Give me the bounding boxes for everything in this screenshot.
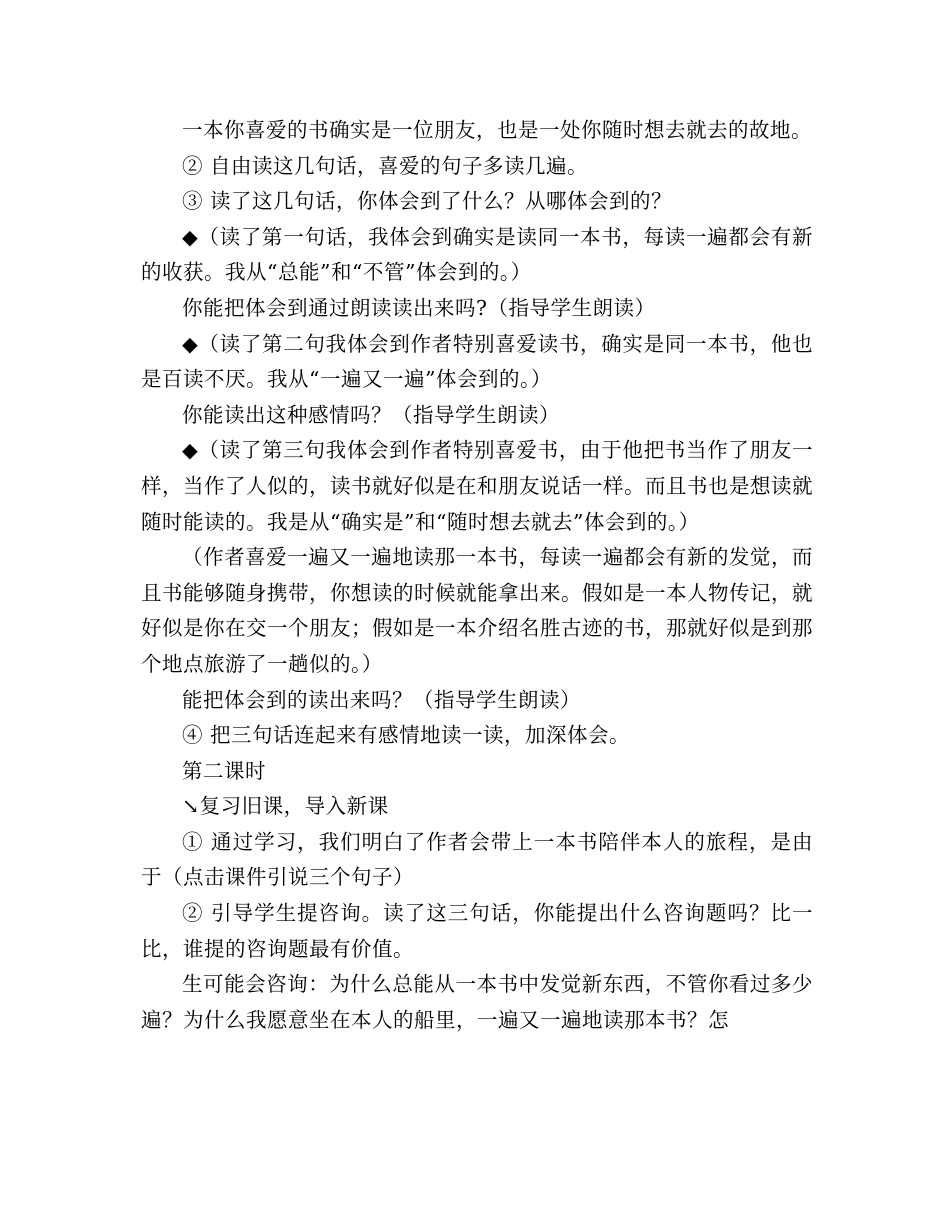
paragraph-read-aloud-1: 你能把体会到通过朗读读出来吗?（指导学生朗读） bbox=[182, 295, 656, 320]
paragraph-book-friend: 一本你喜爱的书确实是一位朋友，也是一处你随时想去就去的故地。 bbox=[182, 118, 812, 142]
paragraph-student-questions: 生可能会咨询：为什么总能从一本书中发觉新东西，不管你看过多少遍？为什么我愿意坐在本人的船里，一遍又一遍地读那本书？怎 bbox=[141, 972, 813, 1032]
paragraph-review-step-1: ① 通过学习，我们明白了作者会带上一本书陪伴本人的旅程，是由于（点击课件引说三个句子） bbox=[141, 829, 813, 890]
document-body bbox=[141, 113, 813, 1038]
paragraph-read-aloud-3: 能把体会到的读出来吗？（指导学生朗读） bbox=[182, 687, 581, 712]
paragraph-answer-second-sentence: ◆（读了第二句我体会到作者特别喜爱读书，确实是同一本书，他也是百读不厌。我从“一遍又一遍”体会到的。） bbox=[141, 331, 813, 392]
paragraph-answer-first-sentence: ◆（读了第一句话，我体会到确实是读同一本书，每读一遍都会有新的收获。我从“总能”和“不管”体会到的。） bbox=[141, 224, 813, 285]
paragraph-summary-note: （作者喜爱一遍又一遍地读那一本书，每读一遍都会有新的发觉，而且书能够随身携带，你想读的时候就能拿出来。假如是一本人物传记，就好似是你在交一个朋友；假如是一本介绍名胜古迹的书，那就好似是到那个地点旅游了一趟似的。） bbox=[141, 545, 813, 676]
section-heading-second-lesson: 第二课时 bbox=[182, 758, 266, 783]
paragraph-step-3-question: ③ 读了这几句话，你体会到了什么？从哪体会到的？ bbox=[182, 189, 673, 214]
paragraph-step-4-connect: ④ 把三句话连起来有感情地读一读，加深体会。 bbox=[182, 723, 631, 748]
paragraph-read-aloud-2: 你能读出这种感情吗？（指导学生朗读） bbox=[182, 402, 560, 427]
section-subheading-review: ↘复习旧课，导入新课 bbox=[182, 794, 389, 819]
paragraph-step-2-free-reading: ② 自由读这几句话，喜爱的句子多读几遍。 bbox=[182, 153, 589, 178]
paragraph-answer-third-sentence: ◆（读了第三句我体会到作者特别喜爱书，由于他把书当作了朋友一样，当作了人似的，读书就好似是在和朋友说话一样。而且书也是想读就随时能读的。我是从“确实是”和“随时想去就去”体会到的。） bbox=[141, 438, 813, 534]
paragraph-review-step-2: ② 引导学生提咨询。读了这三句话，你能提出什么咨询题吗？比一比，谁提的咨询题最有价值。 bbox=[141, 901, 813, 961]
